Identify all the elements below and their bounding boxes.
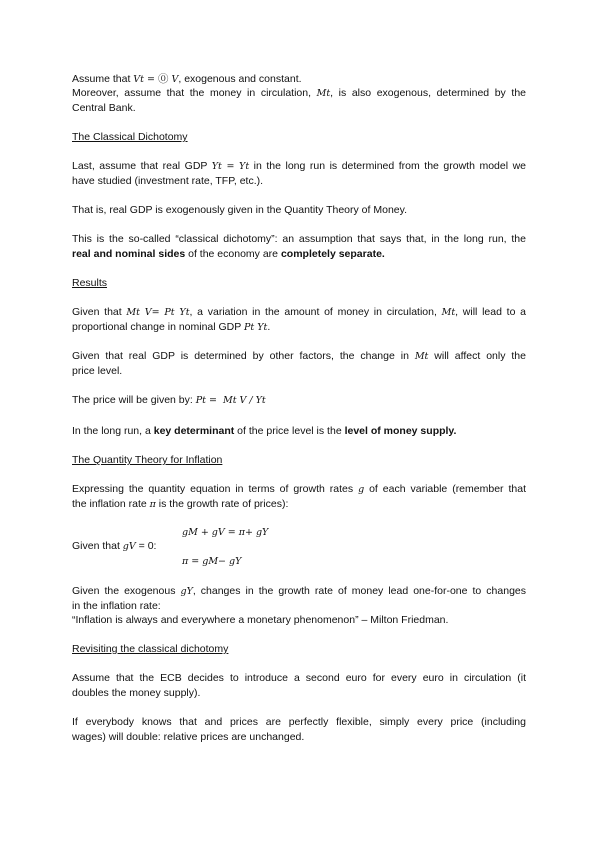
math: Mt — [441, 307, 456, 318]
section-heading-results: Results — [72, 277, 108, 289]
paragraph-growth-rates — [72, 483, 526, 496]
text-line: have studied (investment rate, TFP, etc.). — [72, 175, 264, 187]
text: is the growth rate of prices): — [155, 498, 289, 510]
text-line — [72, 498, 288, 511]
section-heading-classical-dichotomy: The Classical Dichotomy — [72, 131, 188, 143]
math: Yt = Yt — [211, 161, 250, 172]
math: Vt = — [133, 74, 158, 85]
paragraph-ecb-euro: Assume that the ECB decides to introduce a second euro for every euro in circulation (it — [72, 672, 526, 684]
math: V — [168, 74, 179, 85]
text: in the long run is determined from the growth model we — [249, 160, 526, 172]
math: gV — [122, 541, 136, 552]
paragraph-price-formula — [72, 394, 266, 407]
text: Assume that — [72, 73, 134, 85]
text: Given that — [72, 540, 123, 552]
equation-growth: gM + gV = π+ gY — [182, 527, 269, 538]
math-price-formula: Pt = Mt V / Yt — [195, 395, 266, 406]
text: Last, assume that real GDP — [72, 160, 212, 172]
text-line: Central Bank. — [72, 102, 136, 114]
math: gY — [180, 586, 193, 597]
paragraph-assume-v — [72, 73, 302, 86]
bold-text: completely separate. — [280, 248, 385, 260]
text-line: price level. — [72, 365, 123, 377]
math: π — [149, 499, 156, 510]
text: In the long run, a — [72, 425, 154, 437]
given-gv-zero — [72, 540, 156, 553]
paragraph-exogenous-gy — [72, 585, 526, 598]
paragraph-real-gdp — [72, 160, 526, 173]
text: , changes in the growth rate of money lead one-for-one to changes — [192, 585, 526, 597]
text: The price will be given by: — [72, 394, 196, 406]
text: of the price level is the — [234, 425, 345, 437]
text: Expressing the quantity equation in terms of growth rates — [72, 483, 359, 495]
text: proportional change in nominal GDP — [72, 321, 244, 333]
equation-inflation: π = gM− gY — [182, 556, 242, 567]
paragraph-assume-money — [72, 87, 526, 100]
math: Pt Yt — [244, 322, 268, 333]
math: Mt — [316, 88, 331, 99]
text: Moreover, assume that the money in circulation, — [72, 87, 317, 99]
math: Mt — [414, 351, 429, 362]
text: = 0: — [135, 540, 157, 552]
paragraph-prices-double: If everybody knows that and prices are perfectly flexible, simply every price (including — [72, 716, 526, 728]
text-line: in the inflation rate: — [72, 600, 161, 612]
paragraph-price-level — [72, 350, 526, 363]
section-heading-quantity-theory-inflation: The Quantity Theory for Inflation — [72, 454, 223, 466]
paragraph-exogenous-gdp: That is, real GDP is exogenously given in the Quantity Theory of Money. — [72, 204, 408, 216]
text-line: wages) will double: relative prices are unchanged. — [72, 731, 305, 743]
text: the inflation rate — [72, 498, 150, 510]
math: Mt V= Pt Yt — [126, 307, 190, 318]
text: , is also exogenous, determined by the — [330, 87, 527, 99]
bold-text: real and nominal sides — [72, 248, 186, 260]
text: will affect only the — [428, 350, 526, 362]
text: of each variable (remember that — [364, 483, 526, 495]
quote-milton-friedman: “Inflation is always and everywhere a monetary phenomenon” – Milton Friedman. — [72, 614, 449, 626]
text-line — [72, 248, 385, 261]
section-heading-revisiting-dichotomy: Revisiting the classical dichotomy — [72, 643, 229, 655]
text: Given the exogenous — [72, 585, 181, 597]
text: , will lead to a — [455, 306, 526, 318]
text: , a variation in the amount of money in circulation, — [189, 306, 442, 318]
text: Given that — [72, 306, 127, 318]
paragraph-key-determinant — [72, 425, 456, 438]
text: . — [267, 321, 271, 333]
zero-symbol: ⓪ — [157, 73, 169, 85]
bold-text: level of money supply. — [344, 425, 457, 437]
text: Given that real GDP is determined by other factors, the change in — [72, 350, 415, 362]
paragraph-classical-dichotomy-def: This is the so-called “classical dichotomy”: an assumption that says that, in the long run, the — [72, 233, 526, 245]
math: g — [358, 484, 365, 495]
text: of the economy are — [185, 248, 281, 260]
bold-text: key determinant — [153, 425, 235, 437]
text: , exogenous and constant. — [178, 73, 302, 85]
text-line: doubles the money supply). — [72, 687, 201, 699]
paragraph-variation-money — [72, 306, 526, 319]
text-line — [72, 321, 270, 334]
